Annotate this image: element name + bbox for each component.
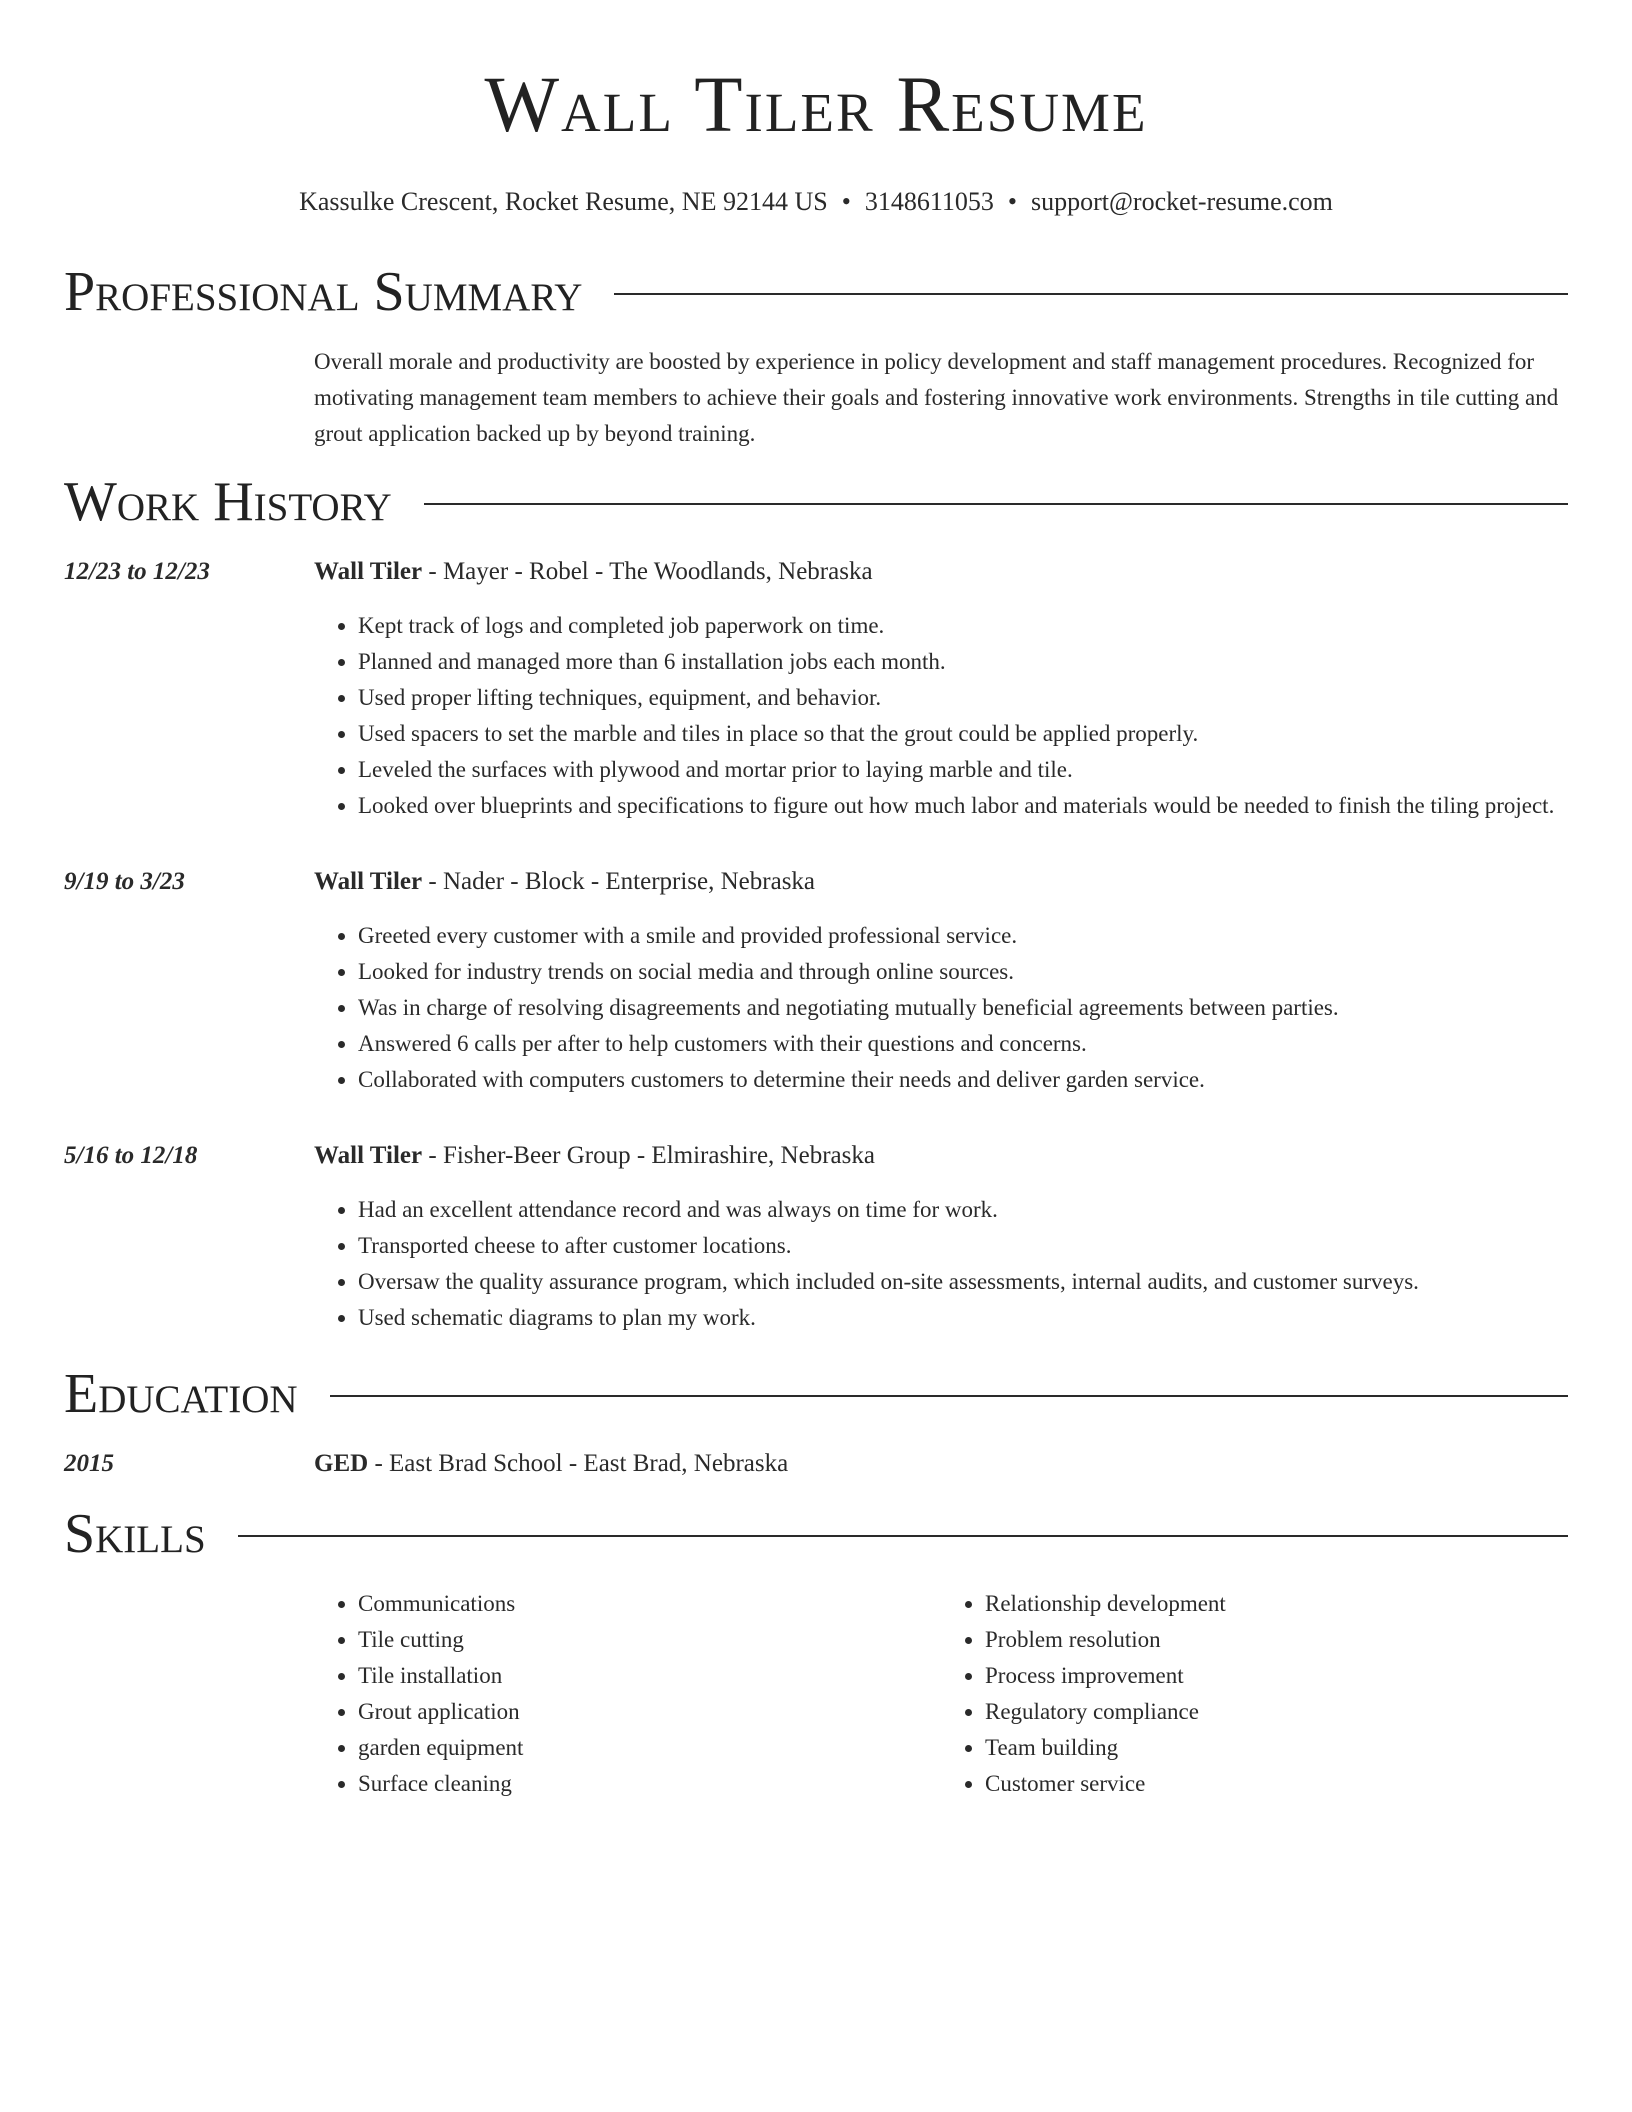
section-divider (330, 1395, 1568, 1397)
skills-section-title: Skills (64, 1503, 206, 1565)
education-details: - East Brad School - East Brad, Nebraska (368, 1450, 789, 1477)
job-bullet: • Answered 6 calls per after to help customers with their questions and concerns. (358, 1026, 1568, 1062)
job-bullets (314, 1192, 1568, 1336)
skill-item: • Tile cutting (358, 1622, 941, 1658)
skill-item: • Regulatory compliance (985, 1694, 1568, 1730)
section-divider (238, 1535, 1568, 1537)
education-entry (64, 1448, 1568, 1480)
skill-item: • Team building (985, 1730, 1568, 1766)
job-bullets (314, 608, 1568, 824)
skill-item: • Relationship development (985, 1586, 1568, 1622)
job-bullet: • Looked over blueprints and specifications to figure out how much labor and materials would be needed to finish the tiling project. (358, 788, 1568, 824)
job-title-line (314, 866, 1568, 898)
skill-item: • Grout application (358, 1694, 941, 1730)
job-bullet: • Kept track of logs and completed job paperwork on time. (358, 608, 1568, 644)
summary-section-title: Professional Summary (64, 261, 583, 323)
work-history-section-title: Work History (64, 471, 392, 533)
job-details: - Fisher-Beer Group - Elmirashire, Nebraska (422, 1142, 875, 1169)
job-bullet: • Planned and managed more than 6 installation jobs each month. (358, 644, 1568, 680)
education-section-header (64, 1362, 1568, 1426)
skill-item: • Surface cleaning (358, 1766, 941, 1802)
skills-grid (314, 1586, 1568, 1802)
job-entry (64, 866, 1568, 1098)
job-dates: 5/16 to 12/18 (64, 1142, 198, 1169)
summary-section-header (64, 260, 1568, 324)
section-divider (614, 293, 1568, 295)
skill-item: • Tile installation (358, 1658, 941, 1694)
job-bullet: • Used spacers to set the marble and tiles in place so that the grout could be applied properly. (358, 716, 1568, 752)
job-dates: 12/23 to 12/23 (64, 558, 210, 585)
education-degree: GED (314, 1450, 369, 1477)
skill-item: • Communications (358, 1586, 941, 1622)
job-role: Wall Tiler (314, 1142, 423, 1169)
skills-column-left (314, 1586, 941, 1802)
skills-column-right (941, 1586, 1568, 1802)
job-title-line (314, 1140, 1568, 1172)
contact-address: Kassulke Crescent, Rocket Resume, NE 92144 US (299, 187, 828, 216)
summary-text: Overall morale and productivity are boosted by experience in policy development and staff management procedures. Recognized for motivating management team members to achieve their goals and fostering innovative work environments. Strengths in tile cutting and grout application backed up by beyond training. (314, 349, 1559, 446)
job-bullet: • Had an excellent attendance record and was always on time for work. (358, 1192, 1568, 1228)
job-bullet: • Greeted every customer with a smile and provided professional service. (358, 918, 1568, 954)
job-role: Wall Tiler (314, 558, 423, 585)
job-body (314, 866, 1568, 1098)
job-bullet: • Leveled the surfaces with plywood and mortar prior to laying marble and tile. (358, 752, 1568, 788)
job-bullets (314, 918, 1568, 1098)
contact-separator: • (1007, 187, 1017, 216)
job-bullet: • Was in charge of resolving disagreements and negotiating mutually beneficial agreements between parties. (358, 990, 1568, 1026)
job-details: - Mayer - Robel - The Woodlands, Nebraska (422, 558, 873, 585)
job-entry (64, 1140, 1568, 1336)
education-section-title: Education (64, 1363, 298, 1425)
contact-line (64, 186, 1568, 218)
section-divider (424, 503, 1568, 505)
job-details: - Nader - Block - Enterprise, Nebraska (422, 868, 816, 895)
contact-email: support@rocket-resume.com (1030, 187, 1333, 216)
resume-title: Wall Tiler Resume (484, 62, 1148, 149)
work-history-section-header (64, 470, 1568, 534)
job-bullet: • Looked for industry trends on social media and through online sources. (358, 954, 1568, 990)
contact-separator: • (841, 187, 851, 216)
job-entry (64, 556, 1568, 824)
job-bullet: • Collaborated with computers customers to determine their needs and deliver garden service. (358, 1062, 1568, 1098)
job-dates: 9/19 to 3/23 (64, 868, 185, 895)
job-title-line (314, 556, 1568, 588)
skills-section-header (64, 1502, 1568, 1566)
education-title-line (314, 1448, 1568, 1480)
skill-item: • Process improvement (985, 1658, 1568, 1694)
skill-item: • garden equipment (358, 1730, 941, 1766)
job-bullet: • Transported cheese to after customer locations. (358, 1228, 1568, 1264)
job-role: Wall Tiler (314, 868, 423, 895)
job-body (314, 1140, 1568, 1336)
job-bullet: • Oversaw the quality assurance program, which included on-site assessments, internal audits, and customer surveys. (358, 1264, 1568, 1300)
contact-phone: 3148611053 (864, 187, 994, 216)
skill-item: • Problem resolution (985, 1622, 1568, 1658)
education-year: 2015 (64, 1450, 114, 1477)
job-bullet: • Used proper lifting techniques, equipment, and behavior. (358, 680, 1568, 716)
education-body (314, 1448, 1568, 1480)
job-body (314, 556, 1568, 824)
skill-item: • Customer service (985, 1766, 1568, 1802)
job-bullet: • Used schematic diagrams to plan my work. (358, 1300, 1568, 1336)
